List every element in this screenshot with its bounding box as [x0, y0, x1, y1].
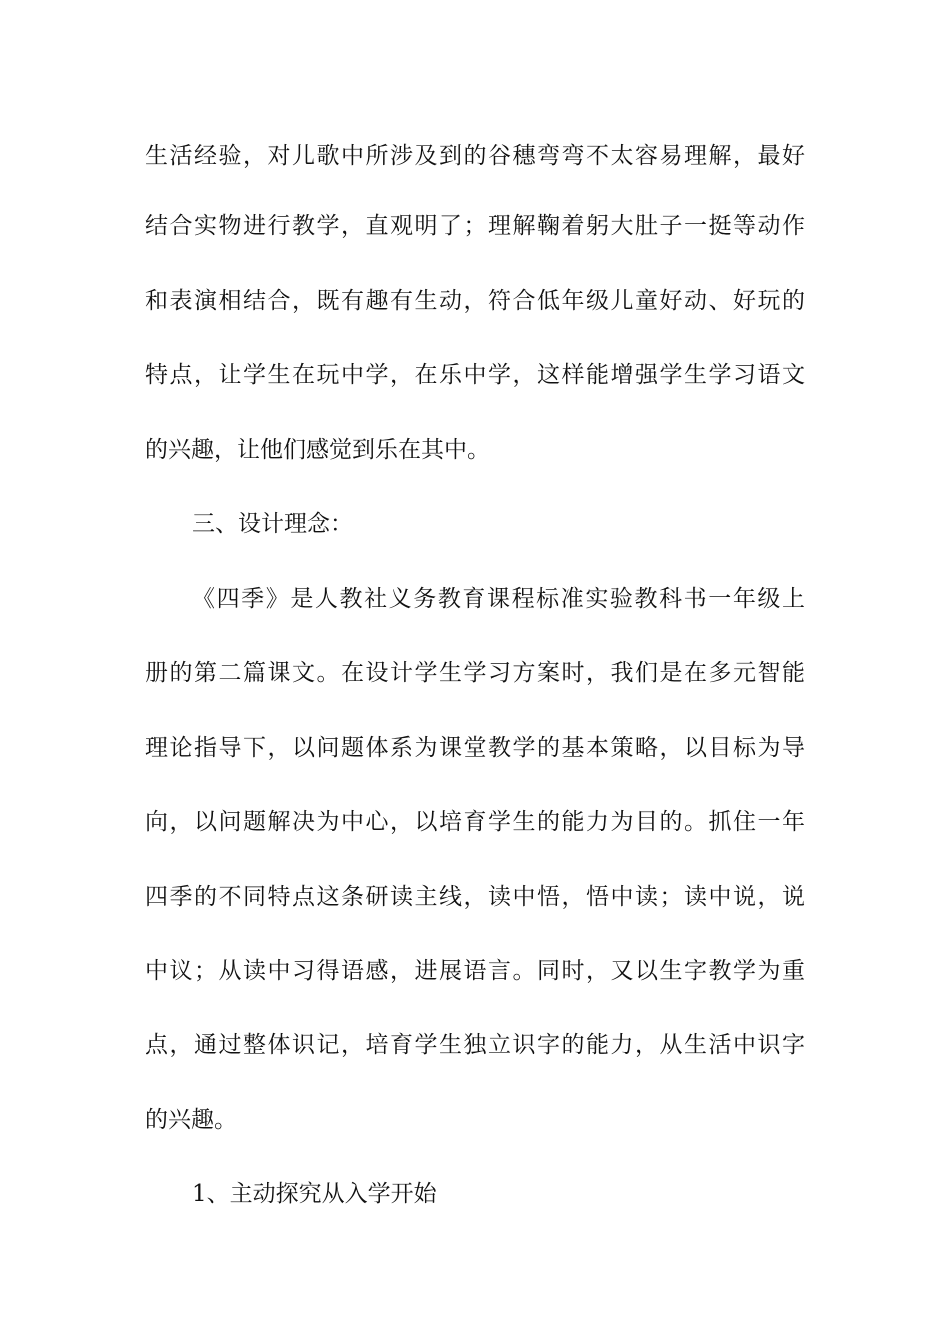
paragraph-line: 结合实物进行教学，直观明了；理解鞠着躬大肚子一挺等动作: [145, 213, 805, 239]
paragraph-line: 和表演相结合，既有趣有生动，符合低年级儿童好动、好玩的: [145, 288, 805, 314]
paragraph-line: 特点，让学生在玩中学，在乐中学，这样能增强学生学习语文: [145, 362, 805, 388]
paragraph-line: 点，通过整体识记，培育学生独立识字的能力，从生活中识字: [145, 1032, 805, 1058]
paragraph-line: 生活经验，对儿歌中所涉及到的谷穗弯弯不太容易理解，最好: [145, 143, 805, 169]
paragraph-line: 理论指导下，以问题体系为课堂教学的基本策略，以目标为导: [145, 735, 805, 761]
subsection-heading: 1、主动探究从入学开始: [192, 1181, 437, 1207]
paragraph-line: 的兴趣。: [145, 1107, 237, 1133]
section-heading: 三、设计理念：: [192, 511, 353, 537]
paragraph-line: 中议；从读中习得语感，进展语言。同时，又以生字教学为重: [145, 958, 805, 984]
paragraph-line: 的兴趣，让他们感觉到乐在其中。: [145, 437, 490, 463]
paragraph-line: 册的第二篇课文。在设计学生学习方案时，我们是在多元智能: [145, 660, 805, 686]
paragraph-line: 四季的不同特点这条研读主线，读中悟，悟中读；读中说，说: [145, 884, 805, 910]
paragraph-line: 《四季》是人教社义务教育课程标准实验教科书一年级上: [192, 586, 805, 612]
paragraph-line: 向，以问题解决为中心，以培育学生的能力为目的。抓住一年: [145, 809, 805, 835]
